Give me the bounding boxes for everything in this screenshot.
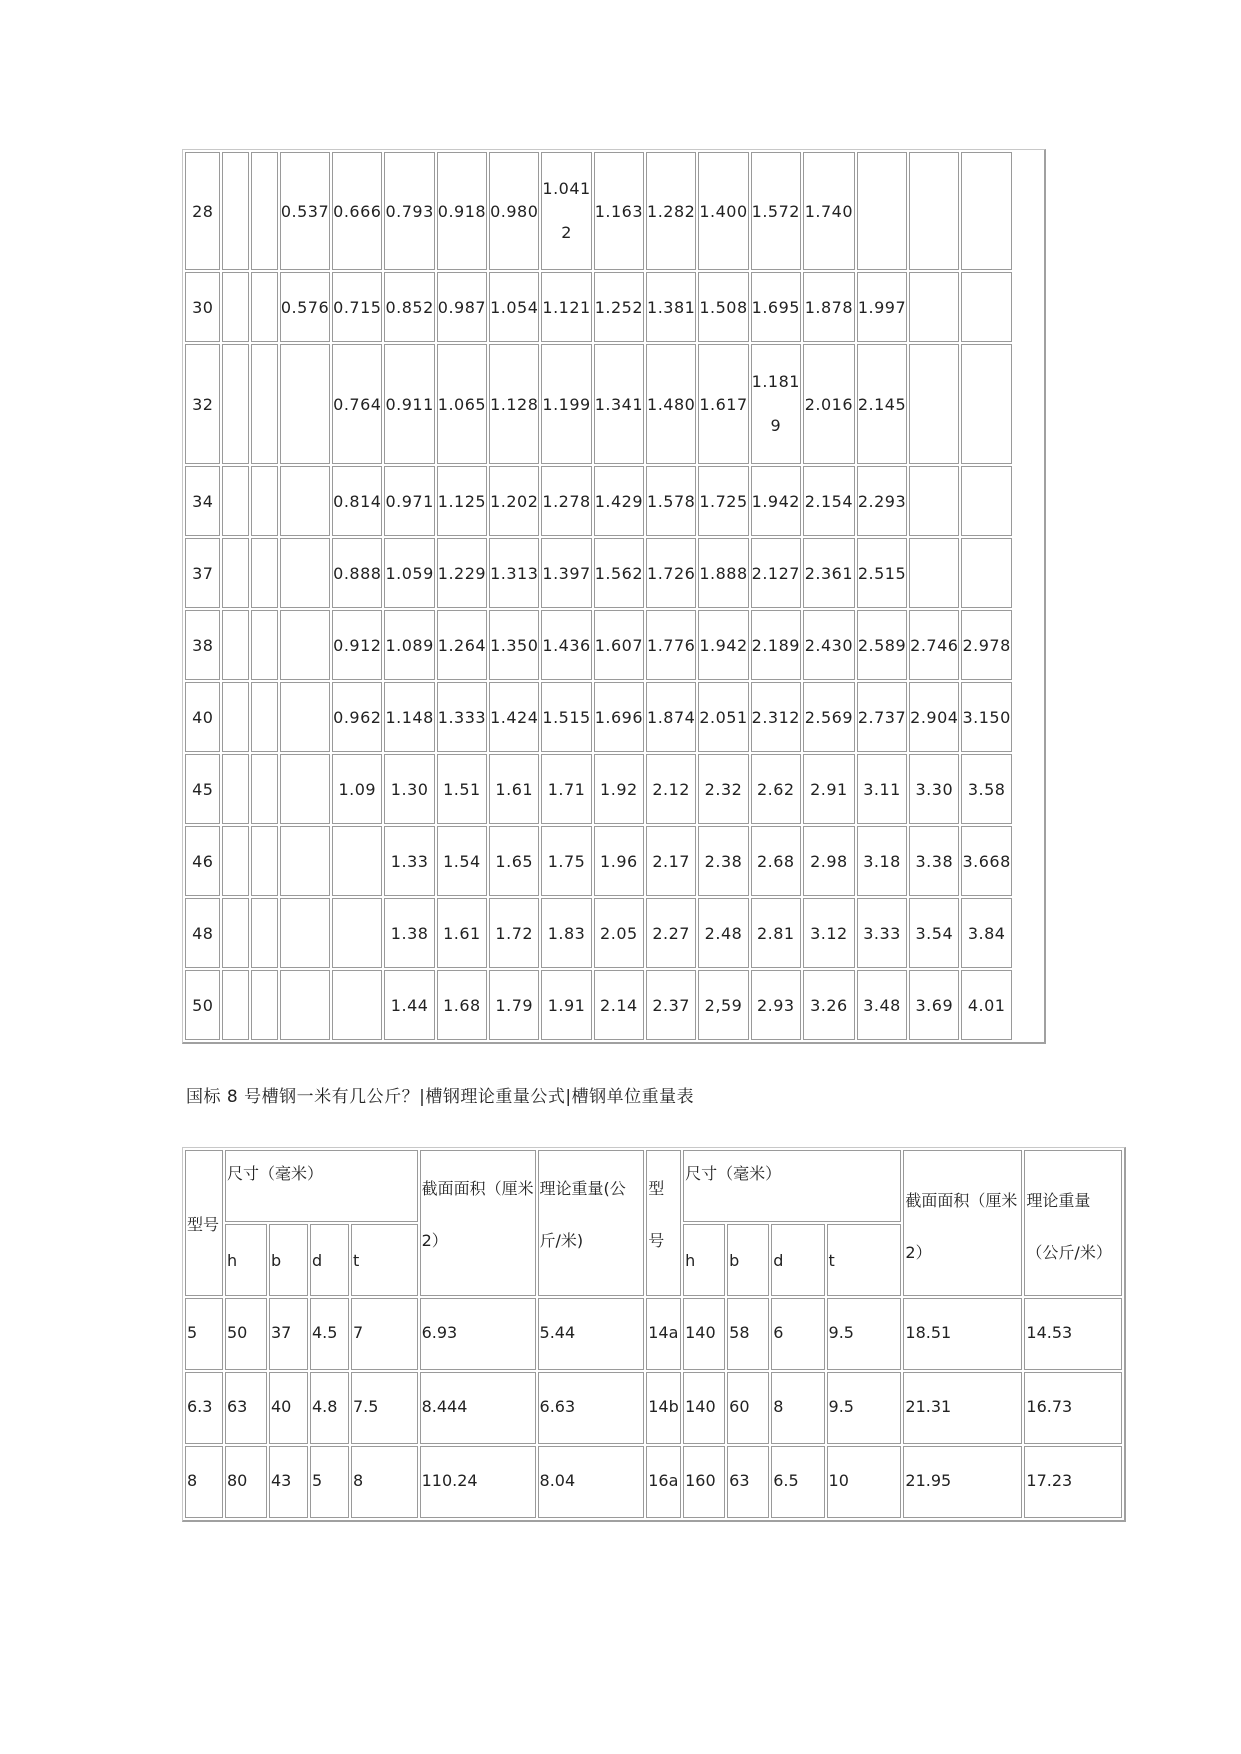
row-label: 32 [185,344,220,464]
table-cell [251,826,278,896]
cell-t: 7 [351,1298,418,1370]
header-d-right: d [771,1224,824,1296]
table-cell: 1.562 [594,538,644,608]
cell-b-right: 58 [727,1298,769,1370]
row-label: 37 [185,538,220,608]
table-cell: 2.62 [751,754,801,824]
table-cell [251,466,278,536]
table-cell [909,538,959,608]
table-cell [857,152,907,270]
table-cell [251,538,278,608]
table-cell: 1.202 [489,466,539,536]
table-cell: 1.128 [489,344,539,464]
table-cell [280,970,330,1040]
header-size-right: 尺寸（毫米） [683,1150,901,1222]
table-cell: 4.01 [961,970,1011,1040]
row-label: 46 [185,826,220,896]
table-cell: 1.696 [594,682,644,752]
table-cell [909,344,959,464]
table-cell [222,754,249,824]
table-cell: 0.971 [384,466,434,536]
table-cell [961,466,1011,536]
header-row [185,1150,1122,1222]
header-b: b [269,1224,308,1296]
table-cell: 1.572 [751,152,801,270]
table-cell: 0.962 [332,682,382,752]
header-d: d [310,1224,349,1296]
table-cell: 1.71 [541,754,591,824]
cell-d-right: 6 [771,1298,824,1370]
header-size: 尺寸（毫米） [225,1150,418,1222]
table-row [185,610,1042,680]
table-cell [961,538,1011,608]
table-cell: 1.79 [489,970,539,1040]
table-cell: 2.589 [857,610,907,680]
table-cell: 1.09 [332,754,382,824]
table-cell [280,898,330,968]
table-cell: 1.229 [437,538,487,608]
header-weight-right: 理论重量（公斤/米） [1024,1150,1122,1296]
table-cell [332,898,382,968]
table-row [185,970,1042,1040]
table-cell [222,538,249,608]
cell-area: 6.93 [420,1298,536,1370]
table-cell: 2.569 [803,682,855,752]
table-row [185,1372,1122,1444]
table-row [185,466,1042,536]
table-cell: 2.051 [698,682,748,752]
table-cell: 2.37 [646,970,696,1040]
table-cell: 1.480 [646,344,696,464]
table-cell [222,682,249,752]
table-cell: 0.666 [332,152,382,270]
table-cell: 1.72 [489,898,539,968]
cell-h-right: 160 [683,1446,725,1518]
table-cell: 2.93 [751,970,801,1040]
row-label: 28 [185,152,220,270]
cell-weight: 8.04 [538,1446,645,1518]
cell-area-right: 21.95 [903,1446,1022,1518]
table-cell: 2,59 [698,970,748,1040]
cell-t: 8 [351,1446,418,1518]
table-cell: 1.282 [646,152,696,270]
table-cell: 1.350 [489,610,539,680]
table-cell: 1.125 [437,466,487,536]
table-cell: 0.814 [332,466,382,536]
table-cell: 2.746 [909,610,959,680]
table-cell [961,272,1011,342]
table-cell: 2.32 [698,754,748,824]
table-cell [909,272,959,342]
table-cell: 1.776 [646,610,696,680]
table-cell: 2.312 [751,682,801,752]
table-cell: 1.888 [698,538,748,608]
table-cell: 3.58 [961,754,1011,824]
table-cell: 3.150 [961,682,1011,752]
header-t: t [351,1224,418,1296]
cell-t-right: 9.5 [827,1298,902,1370]
table-cell: 1.878 [803,272,855,342]
table-cell: 1.68 [437,970,487,1040]
channel-steel-weight-table [182,1147,1126,1522]
table-cell: 2.05 [594,898,644,968]
cell-d-right: 8 [771,1372,824,1444]
row-label: 48 [185,898,220,968]
header-area-right: 截面面积（厘米 2） [903,1150,1022,1296]
table-cell: 0.987 [437,272,487,342]
header-t-right: t [827,1224,902,1296]
table-cell: 1.617 [698,344,748,464]
table-cell: 1.054 [489,272,539,342]
header-area: 截面面积（厘米 2） [420,1150,536,1296]
table-cell: 0.852 [384,272,434,342]
table-cell: 3.54 [909,898,959,968]
table-cell: 2.17 [646,826,696,896]
cell-d: 5 [310,1446,349,1518]
table-row [185,682,1042,752]
row-label: 30 [185,272,220,342]
cell-weight-right: 16.73 [1024,1372,1122,1444]
cell-b: 40 [269,1372,308,1444]
table-cell: 0.918 [437,152,487,270]
table-cell [251,344,278,464]
table-cell: 2.145 [857,344,907,464]
table-cell [222,610,249,680]
table-cell: 1.436 [541,610,591,680]
table-cell: 1.740 [803,152,855,270]
table-cell: 1.44 [384,970,434,1040]
table-cell: 1.424 [489,682,539,752]
table-cell: 2.68 [751,826,801,896]
table-cell: 1.83 [541,898,591,968]
table-cell: 1.333 [437,682,487,752]
table-cell: 2.12 [646,754,696,824]
cell-t-right: 10 [827,1446,902,1518]
table-cell: 2.430 [803,610,855,680]
cell-area: 8.444 [420,1372,536,1444]
table-cell [222,152,249,270]
table-cell [251,898,278,968]
cell-d: 4.8 [310,1372,349,1444]
table-cell: 0.912 [332,610,382,680]
cell-area-right: 18.51 [903,1298,1022,1370]
table-cell: 2.14 [594,970,644,1040]
cell-b-right: 63 [727,1446,769,1518]
cell-h: 80 [225,1446,267,1518]
table-cell [251,272,278,342]
table-cell: 3.33 [857,898,907,968]
table-cell: 2.978 [961,610,1011,680]
table-cell [909,152,959,270]
cell-weight: 6.63 [538,1372,645,1444]
cell-h: 50 [225,1298,267,1370]
table-cell: 3.12 [803,898,855,968]
table-cell: 3.38 [909,826,959,896]
table-cell: 1.997 [857,272,907,342]
table-cell: 1.51 [437,754,487,824]
table-cell: 1.54 [437,826,487,896]
cell-b: 37 [269,1298,308,1370]
table-cell: 3.48 [857,970,907,1040]
table-cell: 2.127 [751,538,801,608]
table-cell: 0.764 [332,344,382,464]
table-cell: 2.515 [857,538,907,608]
table-cell: 1.163 [594,152,644,270]
table-cell: 0.793 [384,152,434,270]
table-cell: 1.199 [541,344,591,464]
table-cell: 1.065 [437,344,487,464]
row-label: 38 [185,610,220,680]
table-cell: 1.726 [646,538,696,608]
table-cell [251,152,278,270]
cell-b: 43 [269,1446,308,1518]
table-cell: 1.607 [594,610,644,680]
cell-model: 5 [185,1298,223,1370]
table-cell: 2.904 [909,682,959,752]
table-cell [222,826,249,896]
table-cell: 2.189 [751,610,801,680]
header-b-right: b [727,1224,769,1296]
table-cell: 1.942 [751,466,801,536]
table-cell: 2.154 [803,466,855,536]
table-cell: 1.578 [646,466,696,536]
table-cell: 1.059 [384,538,434,608]
table-cell [251,970,278,1040]
table-row [185,754,1042,824]
cell-t: 7.5 [351,1372,418,1444]
table-cell: 1.515 [541,682,591,752]
header-weight: 理论重量(公斤/米) [538,1150,645,1296]
table-cell: 3.69 [909,970,959,1040]
table-cell: 1.264 [437,610,487,680]
table-cell: 1.041 2 [541,152,591,270]
table-cell [280,682,330,752]
table-cell: 2.91 [803,754,855,824]
table-cell: 1.148 [384,682,434,752]
table-cell: 3.18 [857,826,907,896]
table-cell: 2.98 [803,826,855,896]
section-heading: 国标 8 号槽钢一米有几公斤？|槽钢理论重量公式|槽钢单位重量表 [186,1087,695,1107]
table-row [185,898,1042,968]
table-cell [251,754,278,824]
table-cell: 1.725 [698,466,748,536]
table-cell [332,826,382,896]
table-cell: 3.84 [961,898,1011,968]
table-cell: 1.61 [489,754,539,824]
table-cell [280,826,330,896]
table-cell [909,466,959,536]
row-label: 40 [185,682,220,752]
cell-d-right: 6.5 [771,1446,824,1518]
row-label: 50 [185,970,220,1040]
table-cell: 1.397 [541,538,591,608]
cell-area-right: 21.31 [903,1372,1022,1444]
table-cell: 1.508 [698,272,748,342]
table-cell: 1.695 [751,272,801,342]
table-cell [280,344,330,464]
table-cell [251,610,278,680]
table-cell: 1.61 [437,898,487,968]
table-cell: 2.48 [698,898,748,968]
table-cell: 1.381 [646,272,696,342]
header-h-right: h [683,1224,725,1296]
table-cell: 3.11 [857,754,907,824]
table-cell: 2.27 [646,898,696,968]
row-label: 45 [185,754,220,824]
cell-b-right: 60 [727,1372,769,1444]
table-cell: 1.65 [489,826,539,896]
table-cell: 1.33 [384,826,434,896]
table-cell: 0.911 [384,344,434,464]
table-row [185,344,1042,464]
table-cell [280,754,330,824]
table-cell [222,970,249,1040]
table-cell: 1.942 [698,610,748,680]
cell-h-right: 140 [683,1298,725,1370]
table-row [185,1298,1122,1370]
cell-model-right: 14b [646,1372,681,1444]
table-cell: 1.400 [698,152,748,270]
table-cell [222,272,249,342]
table-cell: 1.92 [594,754,644,824]
cell-h-right: 140 [683,1372,725,1444]
table-cell: 1.38 [384,898,434,968]
cell-model: 8 [185,1446,223,1518]
table-cell [222,466,249,536]
table-cell: 1.313 [489,538,539,608]
table-cell: 1.121 [541,272,591,342]
cell-model: 6.3 [185,1372,223,1444]
table-cell: 1.96 [594,826,644,896]
row-label: 34 [185,466,220,536]
table-cell: 2.361 [803,538,855,608]
table-cell: 1.341 [594,344,644,464]
table-cell [222,344,249,464]
table-cell: 3.30 [909,754,959,824]
table-cell [251,682,278,752]
table-cell: 1.91 [541,970,591,1040]
table-row [185,1446,1122,1518]
table-row [185,272,1042,342]
table-cell: 0.715 [332,272,382,342]
table-cell [280,538,330,608]
table-cell: 2.737 [857,682,907,752]
table-cell: 1.30 [384,754,434,824]
table-cell [280,610,330,680]
table-cell: 3.668 [961,826,1011,896]
table-cell: 0.888 [332,538,382,608]
table-cell: 1.181 9 [751,344,801,464]
header-h: h [225,1224,267,1296]
table-row [185,826,1042,896]
table-cell [961,344,1011,464]
table-cell: 0.980 [489,152,539,270]
table-cell: 1.429 [594,466,644,536]
table-cell: 1.874 [646,682,696,752]
cell-model-right: 16a [646,1446,681,1518]
table-cell [332,970,382,1040]
table-cell: 2.016 [803,344,855,464]
table-cell: 1.089 [384,610,434,680]
weight-table-continued [182,149,1046,1044]
table-cell: 2.293 [857,466,907,536]
table-cell: 1.252 [594,272,644,342]
cell-h: 63 [225,1372,267,1444]
cell-weight-right: 17.23 [1024,1446,1122,1518]
table-cell: 0.537 [280,152,330,270]
table-cell [280,466,330,536]
cell-model-right: 14a [646,1298,681,1370]
table-cell: 0.576 [280,272,330,342]
table-cell [961,152,1011,270]
cell-d: 4.5 [310,1298,349,1370]
cell-weight-right: 14.53 [1024,1298,1122,1370]
table-cell: 2.38 [698,826,748,896]
table-row [185,538,1042,608]
table-cell: 2.81 [751,898,801,968]
table-cell: 3.26 [803,970,855,1040]
header-model-right: 型号 [646,1150,681,1296]
table-cell: 1.278 [541,466,591,536]
table-cell: 1.75 [541,826,591,896]
cell-t-right: 9.5 [827,1372,902,1444]
header-model: 型号 [185,1150,223,1296]
table-row [185,152,1042,270]
cell-area: 110.24 [420,1446,536,1518]
cell-weight: 5.44 [538,1298,645,1370]
table-cell [222,898,249,968]
